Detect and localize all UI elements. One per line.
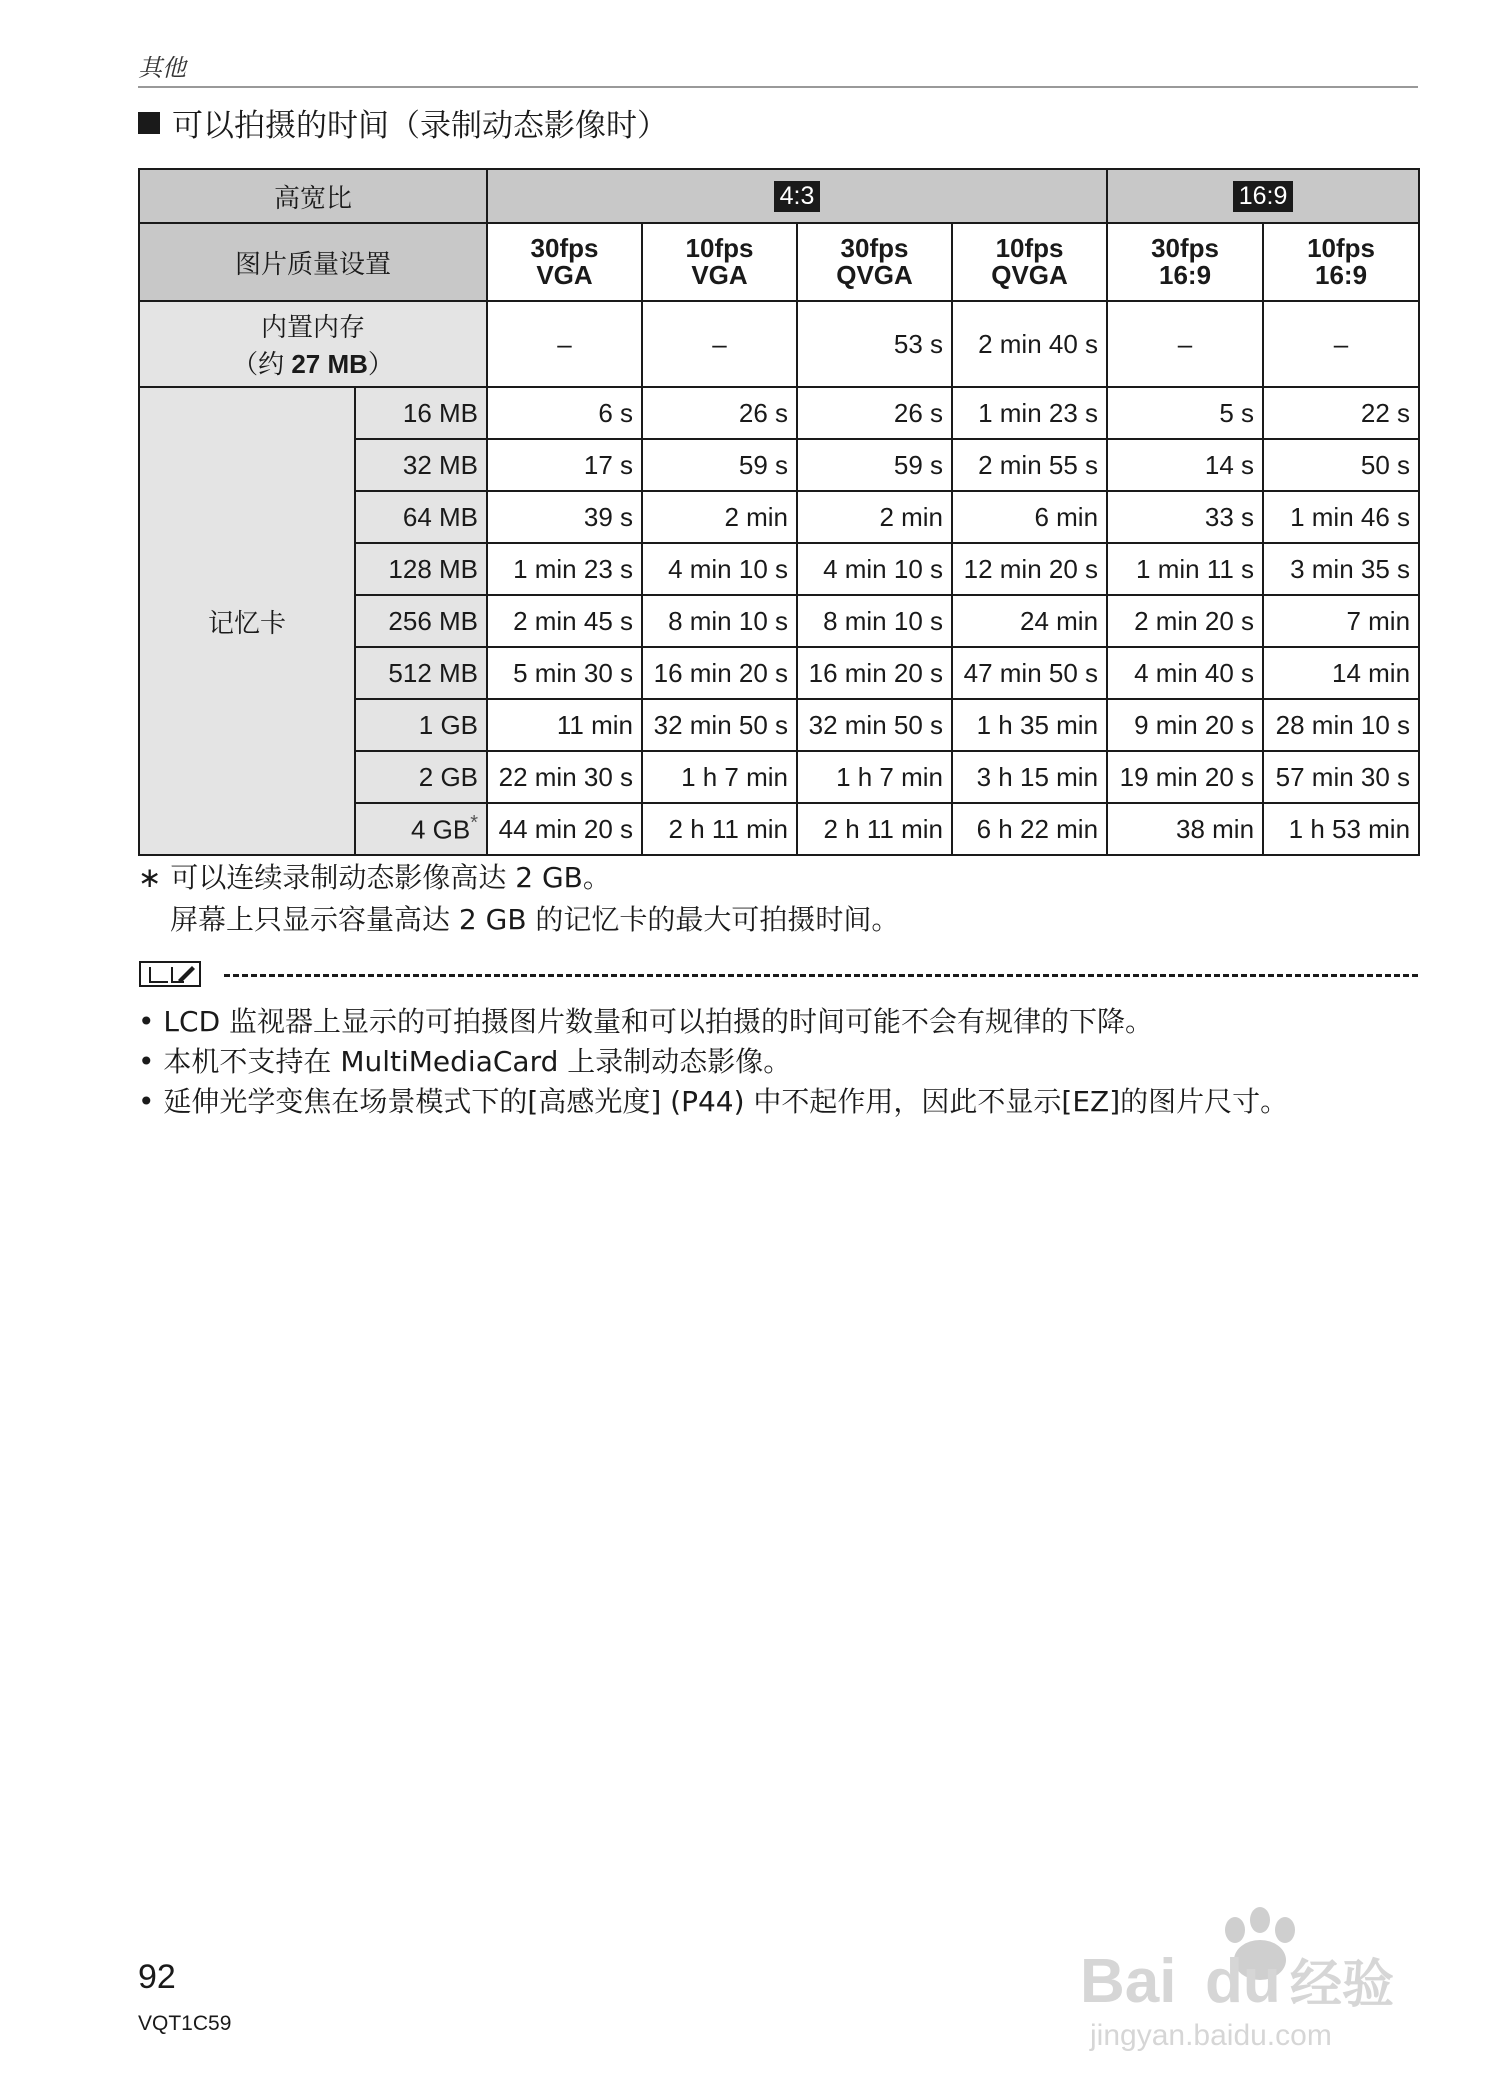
table-cell: 24 min [952,595,1107,647]
card-size: 128 MB [355,543,487,595]
table-row [139,387,1419,439]
table-cell: 1 min 23 s [487,543,642,595]
table-cell: 26 s [797,387,952,439]
square-bullet-icon [138,112,160,134]
table-cell: 50 s [1263,439,1419,491]
table-cell: – [642,301,797,387]
table-cell: 3 min 35 s [1263,543,1419,595]
card-size: 1 GB [355,699,487,751]
asterisk-mark: * [470,812,479,835]
card-size: 2 GB [355,751,487,803]
table-cell: 7 min [1263,595,1419,647]
table-cell: 59 s [642,439,797,491]
table-cell: 4 min 10 s [797,543,952,595]
table-cell: 16 min 20 s [797,647,952,699]
table-cell: 2 min [797,491,952,543]
note-book-icon [138,960,202,988]
table-cell: 9 min 20 s [1107,699,1263,751]
table-cell: 8 min 10 s [642,595,797,647]
footnote-line-2: 屏幕上只显示容量高达 2 GB 的记忆卡的最大可拍摄时间。 [170,903,900,936]
table-cell: 8 min 10 s [797,595,952,647]
card-size: 16 MB [355,387,487,439]
table-cell: 33 s [1107,491,1263,543]
table-cell: 47 min 50 s [952,647,1107,699]
table-cell: – [487,301,642,387]
quality-label: 图片质量设置 [139,223,487,301]
table-cell: 2 min 20 s [1107,595,1263,647]
svg-text:经验: 经验 [1290,1955,1395,2015]
table-cell: 12 min 20 s [952,543,1107,595]
quality-row [139,223,1419,301]
table-cell: – [1107,301,1263,387]
table-cell: 22 s [1263,387,1419,439]
table-cell: 1 h 35 min [952,699,1107,751]
table-cell: 22 min 30 s [487,751,642,803]
header-rule [138,86,1418,88]
section-label: 其他 [138,54,186,82]
table-cell: 14 min [1263,647,1419,699]
note-item: • 本机不支持在 MultiMediaCard 上录制动态影像。 [138,1045,792,1078]
svg-text:Bai: Bai [1080,1947,1177,2016]
table-cell: 2 h 11 min [797,803,952,855]
note-divider [138,960,1418,990]
table-cell: 39 s [487,491,642,543]
note-item: • 延伸光学变焦在场景模式下的[高感光度] (P44) 中不起作用，因此不显示[EZ]的图片尺寸。 [138,1085,1289,1118]
table-cell: 1 h 7 min [642,751,797,803]
note-item: • LCD 监视器上显示的可拍摄图片数量和可以拍摄的时间可能不会有规律的下降。 [138,1005,1154,1038]
table-cell: 26 s [642,387,797,439]
aspect-16-9-cell [1107,169,1419,223]
card-size: 64 MB [355,491,487,543]
table-cell: 16 min 20 s [642,647,797,699]
card-size: 4 GB* [355,803,487,855]
internal-memory-row [139,301,1419,387]
table-cell: 38 min [1107,803,1263,855]
table-cell: 2 h 11 min [642,803,797,855]
column-header: 30fps QVGA [797,223,952,301]
dashed-rule [224,974,1418,977]
table-cell: 57 min 30 s [1263,751,1419,803]
footnote-line-1: ∗ 可以连续录制动态影像高达 2 GB。 [138,861,611,894]
table-cell: 1 h 53 min [1263,803,1419,855]
table-cell: 32 min 50 s [642,699,797,751]
table-cell: 1 min 46 s [1263,491,1419,543]
internal-memory-label: 内置内存 （约 27 MB） [139,301,487,387]
column-header: 30fps VGA [487,223,642,301]
table-cell: 5 s [1107,387,1263,439]
table-cell: 59 s [797,439,952,491]
table-cell: 4 min 40 s [1107,647,1263,699]
table-cell: 2 min 40 s [952,301,1107,387]
table-cell: 17 s [487,439,642,491]
table-cell: 2 min [642,491,797,543]
table-cell: 32 min 50 s [797,699,952,751]
table-cell: 1 min 11 s [1107,543,1263,595]
aspect-4-3-icon: 4:3 [774,181,821,212]
aspect-row [139,169,1419,223]
baidu-watermark [1050,1890,1430,2060]
aspect-label: 高宽比 [139,169,487,223]
table-cell: 44 min 20 s [487,803,642,855]
aspect-16-9-icon: 16:9 [1233,181,1294,212]
recording-time-table [138,168,1420,856]
table-cell: 19 min 20 s [1107,751,1263,803]
page-number: 92 [138,1958,176,1996]
table-cell: 11 min [487,699,642,751]
table-cell: 6 min [952,491,1107,543]
card-size: 512 MB [355,647,487,699]
table-cell: 14 s [1107,439,1263,491]
card-size: 32 MB [355,439,487,491]
table-cell: 6 s [487,387,642,439]
column-header: 10fps QVGA [952,223,1107,301]
table-cell: 6 h 22 min [952,803,1107,855]
table-cell: 2 min 55 s [952,439,1107,491]
document-code: VQT1C59 [138,2012,232,2035]
table-cell: 4 min 10 s [642,543,797,595]
table-cell: 1 min 23 s [952,387,1107,439]
table-cell: 53 s [797,301,952,387]
table-cell: 2 min 45 s [487,595,642,647]
column-header: 30fps 16:9 [1107,223,1263,301]
table-cell: 1 h 7 min [797,751,952,803]
aspect-4-3-cell [487,169,1107,223]
table-cell: 3 h 15 min [952,751,1107,803]
table-cell: 28 min 10 s [1263,699,1419,751]
section-title [138,100,668,145]
table-cell: 5 min 30 s [487,647,642,699]
column-header: 10fps VGA [642,223,797,301]
svg-text:jingyan.baidu.com: jingyan.baidu.com [1090,2019,1332,2052]
table-cell: – [1263,301,1419,387]
section-title-text: 可以拍摄的时间（录制动态影像时） [172,108,668,144]
svg-text:du: du [1205,1947,1281,2016]
card-size: 256 MB [355,595,487,647]
memory-card-label: 记忆卡 [139,387,355,855]
column-header: 10fps 16:9 [1263,223,1419,301]
